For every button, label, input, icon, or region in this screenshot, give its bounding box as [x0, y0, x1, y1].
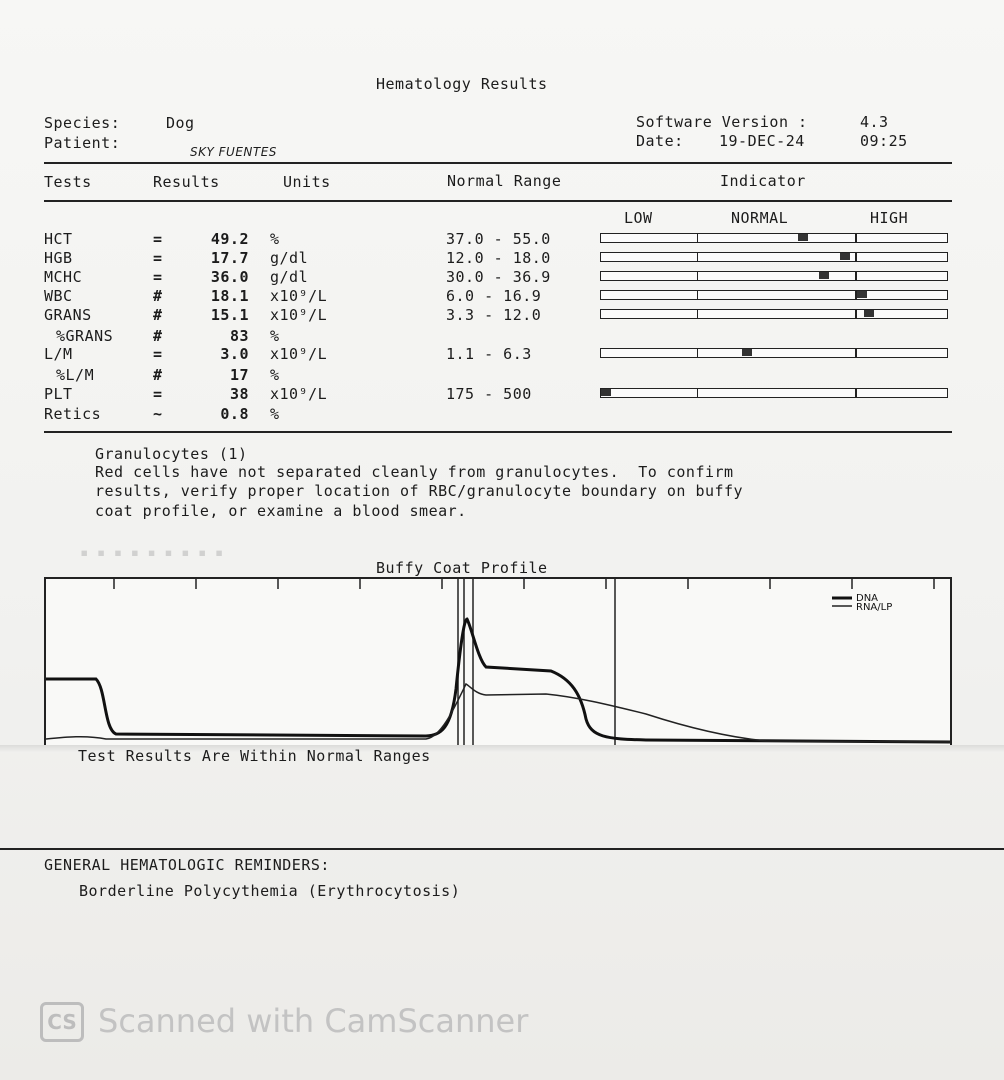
notes-line-3: coat profile, or examine a blood smear. [95, 502, 467, 520]
indicator-separator [697, 271, 699, 281]
result-flag: # [153, 366, 163, 384]
test-name: HCT [44, 230, 73, 248]
buffy-coat-svg [46, 579, 950, 745]
result-flag: ~ [153, 405, 163, 423]
result-value: 83 [229, 327, 249, 345]
normal-range: 37.0 - 55.0 [446, 230, 551, 248]
indicator-separator [855, 309, 857, 319]
date-label: Date: [636, 132, 684, 150]
legend-dna: DNA [856, 593, 879, 604]
notes-heading: Granulocytes (1) [95, 445, 248, 463]
species-label: Species: [44, 114, 121, 132]
result-value: 38 [229, 385, 249, 403]
indicator-bar [600, 233, 948, 243]
result-flag: = [153, 385, 163, 403]
test-name: L/M [44, 345, 73, 363]
result-value: 0.8 [220, 405, 249, 423]
test-name: PLT [44, 385, 73, 403]
test-name: %L/M [56, 366, 95, 384]
chart-title: Buffy Coat Profile [376, 559, 548, 577]
indicator-bar [600, 348, 948, 358]
indicator-separator [855, 271, 857, 281]
notes-line-1: Red cells have not separated cleanly from granulocytes. To confirm [95, 463, 734, 481]
result-value: 17.7 [210, 249, 249, 267]
result-value: 17 [229, 366, 249, 384]
test-name: GRANS [44, 306, 92, 324]
indicator-separator [855, 388, 857, 398]
indicator-marker [857, 291, 867, 298]
result-unit: x10⁹/L [270, 306, 328, 324]
indicator-bar [600, 388, 948, 398]
result-flag: = [153, 345, 163, 363]
indicator-bar [600, 252, 948, 262]
ghost-text: ▪ ▪ ▪ ▪ ▪ ▪ ▪ ▪ ▪ [80, 545, 224, 561]
indicator-marker [864, 310, 874, 317]
col-results: Results [153, 173, 220, 191]
buffy-coat-chart [44, 577, 952, 747]
indicator-separator [855, 348, 857, 358]
notes-line-2: results, verify proper location of RBC/granulocyte boundary on buffy [95, 482, 744, 500]
result-unit: x10⁹/L [270, 385, 328, 403]
species-value: Dog [166, 114, 195, 132]
indicator-bar [600, 271, 948, 281]
result-unit: g/dl [270, 268, 309, 286]
result-flag: = [153, 230, 163, 248]
columns-rule [44, 200, 952, 202]
result-value: 49.2 [210, 230, 249, 248]
camscanner-watermark: Scanned with CamScanner [98, 1002, 529, 1040]
time-value: 09:25 [860, 132, 908, 150]
indicator-marker [819, 272, 829, 279]
normal-range: 12.0 - 18.0 [446, 249, 551, 267]
col-normal-range: Normal Range [447, 172, 562, 190]
report-title: Hematology Results [376, 75, 548, 93]
software-label: Software Version : [636, 113, 808, 131]
result-flag: = [153, 268, 163, 286]
normal-range: 175 - 500 [446, 385, 532, 403]
legend-rna-lp: RNA/LP [856, 602, 893, 613]
indicator-separator [855, 233, 857, 243]
result-unit: % [270, 327, 280, 345]
col-tests: Tests [44, 173, 92, 191]
results-rule [44, 431, 952, 433]
col-indicator: Indicator [720, 172, 806, 190]
indicator-normal-label: NORMAL [731, 209, 789, 227]
result-flag: # [153, 327, 163, 345]
indicator-bar [600, 309, 948, 319]
result-flag: = [153, 249, 163, 267]
result-unit: % [270, 405, 280, 423]
indicator-separator [697, 348, 699, 358]
test-name: WBC [44, 287, 73, 305]
result-value: 3.0 [220, 345, 249, 363]
result-unit: g/dl [270, 249, 309, 267]
test-name: Retics [44, 405, 102, 423]
result-flag: # [153, 306, 163, 324]
result-unit: % [270, 230, 280, 248]
normal-range: 6.0 - 16.9 [446, 287, 542, 305]
patient-label: Patient: [44, 134, 121, 152]
indicator-separator [697, 309, 699, 319]
result-unit: x10⁹/L [270, 287, 328, 305]
camscanner-logo: CS [40, 1002, 84, 1042]
normal-range: 30.0 - 36.9 [446, 268, 551, 286]
indicator-low-label: LOW [624, 209, 653, 227]
indicator-separator [697, 233, 699, 243]
test-name: HGB [44, 249, 73, 267]
result-value: 18.1 [210, 287, 249, 305]
indicator-high-label: HIGH [870, 209, 909, 227]
reminders-heading: GENERAL HEMATOLOGIC REMINDERS: [44, 856, 330, 874]
test-name: %GRANS [56, 327, 114, 345]
chart-ticks [114, 579, 934, 589]
indicator-separator [697, 388, 699, 398]
header-rule [44, 162, 952, 164]
indicator-marker [601, 389, 611, 396]
indicator-marker [798, 234, 808, 241]
software-version: 4.3 [860, 113, 889, 131]
dna-curve [46, 619, 950, 742]
patient-name: SKY FUENTES [190, 145, 277, 159]
test-name: MCHC [44, 268, 83, 286]
col-units: Units [283, 173, 331, 191]
result-flag: # [153, 287, 163, 305]
indicator-bar [600, 290, 948, 300]
indicator-marker [840, 253, 850, 260]
result-unit: % [270, 366, 280, 384]
date-value: 19-DEC-24 [719, 132, 805, 150]
indicator-marker [742, 349, 752, 356]
reminders-item: Borderline Polycythemia (Erythrocytosis) [79, 882, 461, 900]
footer-line: Test Results Are Within Normal Ranges [78, 747, 431, 765]
indicator-separator [697, 252, 699, 262]
indicator-separator [697, 290, 699, 300]
normal-range: 1.1 - 6.3 [446, 345, 532, 363]
indicator-separator [855, 252, 857, 262]
result-value: 36.0 [210, 268, 249, 286]
reminders-rule [0, 848, 1004, 850]
result-value: 15.1 [210, 306, 249, 324]
result-unit: x10⁹/L [270, 345, 328, 363]
normal-range: 3.3 - 12.0 [446, 306, 542, 324]
